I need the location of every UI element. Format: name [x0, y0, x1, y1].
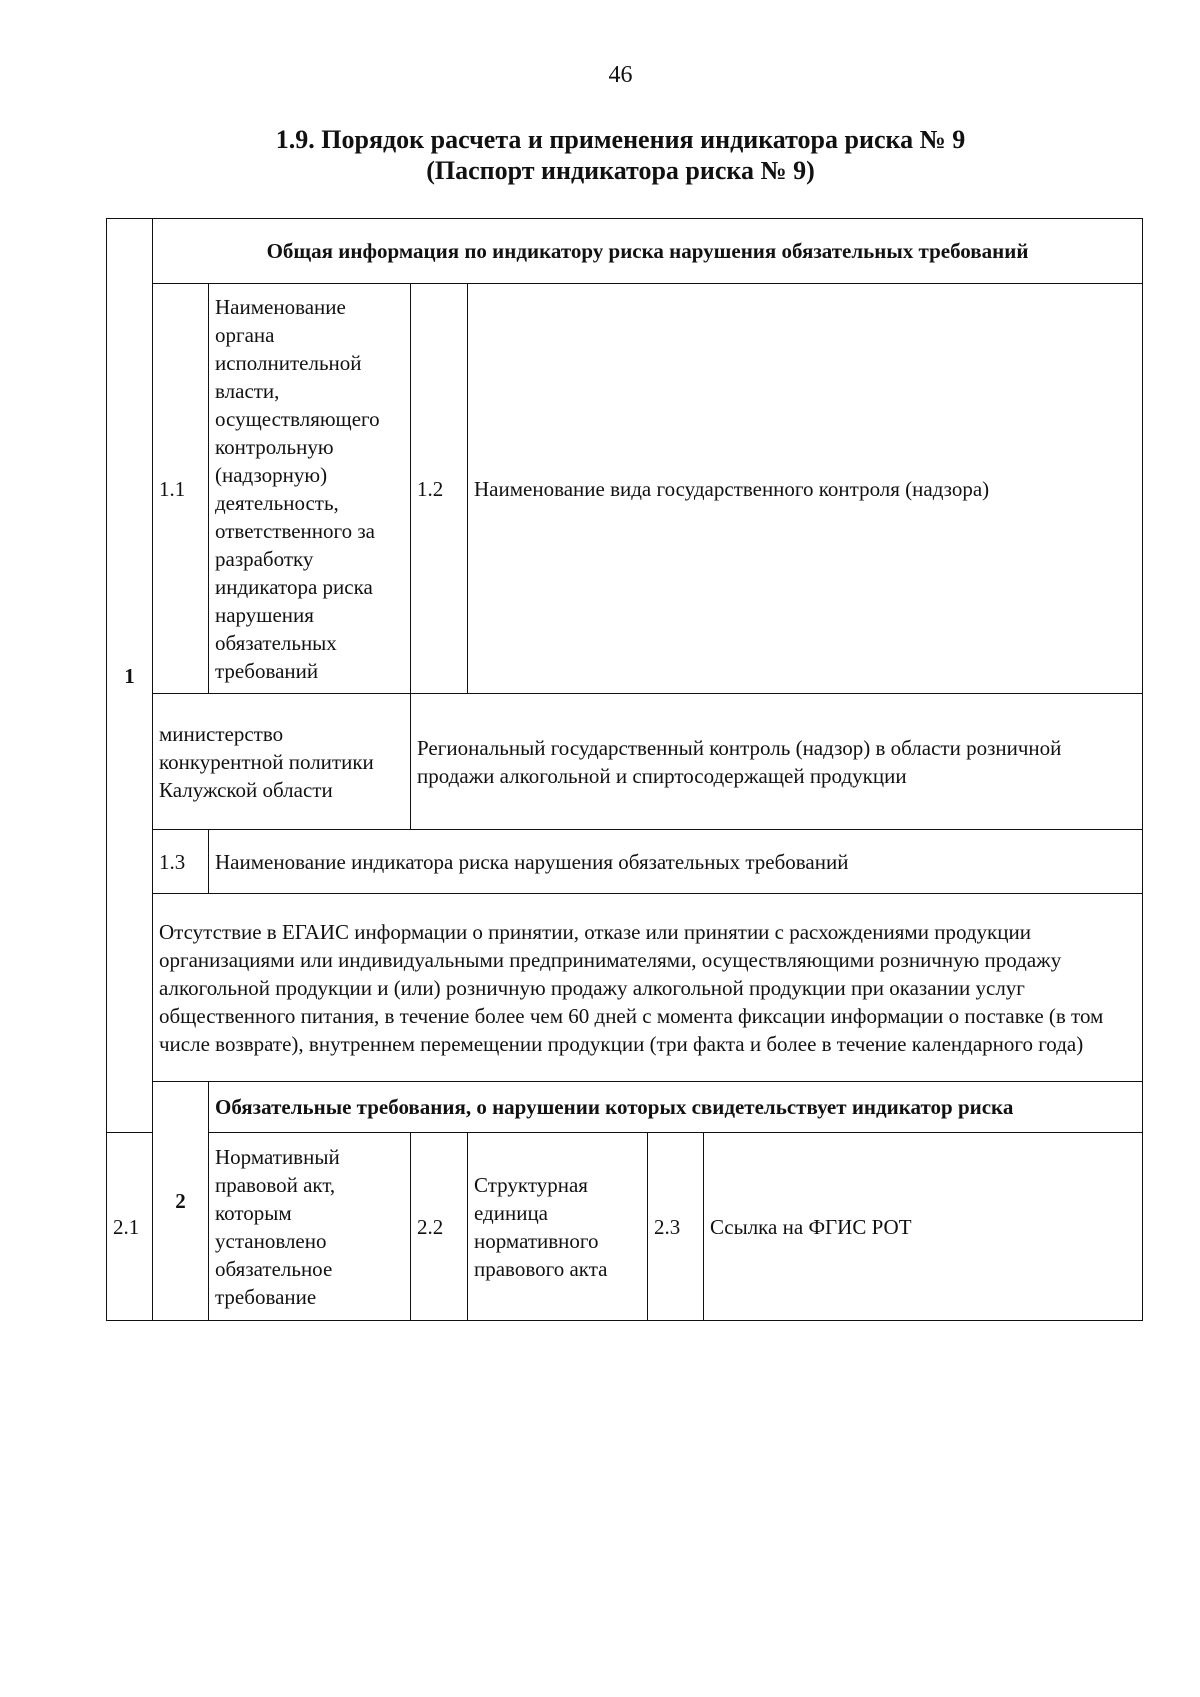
row-1-2-label: Наименование вида государственного контроля (надзора): [468, 284, 1143, 694]
row-2-1-label: Нормативный правовой акт, которым установлено обязательное требование: [209, 1133, 411, 1321]
row-1-1-1-2: [107, 284, 1143, 694]
row-2-2-number: 2.2: [411, 1133, 468, 1321]
control-type-value: Региональный государственный контроль (надзор) в области розничной продажи алкогольной и спиртосодержащей продукции: [411, 694, 1143, 830]
risk-indicator-passport-table: [106, 218, 1143, 1321]
row-2-2-label: Структурная единица нормативного правового акта: [468, 1133, 648, 1321]
page-title: [0, 124, 1200, 186]
section-1-number: 1: [107, 219, 153, 1133]
row-2-1-number: 2.1: [107, 1133, 153, 1321]
row-2-3-label: Ссылка на ФГИС РОТ: [704, 1133, 1143, 1321]
row-1-1-number: 1.1: [153, 284, 209, 694]
authority-value: министерство конкурентной политики Калужской области: [153, 694, 411, 830]
row-1-3-label: Наименование индикатора риска нарушения обязательных требований: [209, 830, 1143, 894]
title-line-1: 1.9. Порядок расчета и применения индикатора риска № 9: [275, 125, 966, 154]
row-1-1-label: Наименование органа исполнительной власти, осуществляющего контрольную (надзорную) деятельность, ответственного за разработку индикатора риска нарушения обязательных требований: [209, 284, 411, 694]
section-2-header-row: [107, 1082, 1143, 1133]
row-indicator-value: [107, 894, 1143, 1082]
row-1-3-number: 1.3: [153, 830, 209, 894]
page-number: 46: [608, 62, 633, 88]
section-1-header: Общая информация по индикатору риска нарушения обязательных требований: [153, 219, 1143, 284]
row-1-2-number: 1.2: [411, 284, 468, 694]
row-2-3-number: 2.3: [648, 1133, 704, 1321]
indicator-value: Отсутствие в ЕГАИС информации о принятии, отказе или принятии с расхождениями продукции организациями или индивидуальными предпринимателями, осуществляющими розничную продажу алкогольной продукции и (или) розничную продажу алкогольной продукции при оказании услуг общественного питания, в течение более чем 60 дней с момента фиксации информации о поставке (в том числе возврате), внутреннем перемещении продукции (три факта и более в течение календарного года): [153, 894, 1143, 1082]
row-values-authority-control: [107, 694, 1143, 830]
title-line-2: (Паспорт индикатора риска № 9): [426, 156, 815, 185]
row-2-1-2-2-2-3: [107, 1133, 1143, 1321]
row-1-3: [107, 830, 1143, 894]
section-1-header-row: [107, 219, 1143, 284]
section-2-number: 2: [153, 1082, 209, 1321]
section-2-header: Обязательные требования, о нарушении которых свидетельствует индикатор риска: [209, 1082, 1143, 1133]
